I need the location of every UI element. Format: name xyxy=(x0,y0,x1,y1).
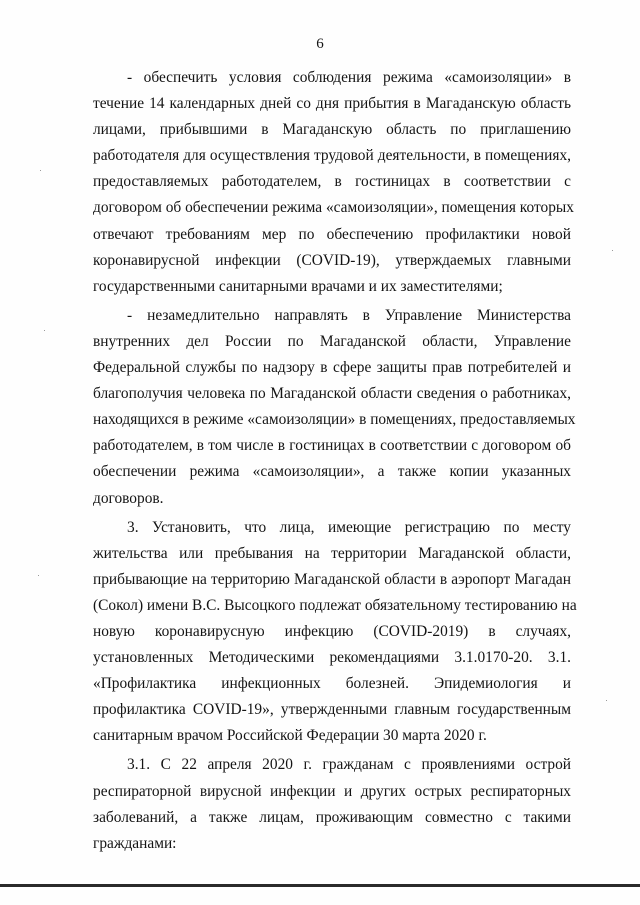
text-line: 3.1. С 22 апреля 2020 г. гражданам с проявлениями острой xyxy=(127,756,571,774)
text-line: новую коронавирусную инфекцию (COVID-2019) в случаях, xyxy=(93,622,571,640)
text-line: - незамедлительно направлять в Управление Министерства xyxy=(127,306,571,324)
document-body xyxy=(93,65,577,860)
paragraph xyxy=(93,515,577,750)
text-line: лицами, прибывшими в Магаданскую область по приглашению xyxy=(93,121,571,139)
text-line: прибывающие на территорию Магаданской области в аэропорт Магадан xyxy=(93,570,571,588)
text-line: заболеваний, а также лицам, проживающим совместно с такими xyxy=(93,808,571,826)
page-number: 6 xyxy=(316,36,324,52)
text-line: работодателем, в том числе в гостиницах в соответствии с договором об xyxy=(93,437,571,455)
text-line: профилактика COVID-19», утвержденными главным государственным xyxy=(93,701,571,719)
paragraph xyxy=(93,752,571,856)
text-line: жительства или пребывания на территории Магаданской области, xyxy=(93,544,571,562)
text-line: внутренних дел России по Магаданской области, Управление xyxy=(93,332,571,350)
text-line: работодателя для осуществления трудовой деятельности, в помещениях, xyxy=(93,147,571,165)
text-line: государственными санитарными врачами и их заместителями; xyxy=(93,277,503,295)
text-line: «Профилактика инфекционных болезней. Эпидемиология и xyxy=(93,675,571,693)
paragraph xyxy=(93,65,574,300)
page-bottom-edge xyxy=(0,884,640,887)
text-line: санитарным врачом Российской Федерации 30 марта 2020 г. xyxy=(93,727,487,745)
paragraph xyxy=(93,303,576,512)
text-line: обеспечении режима «самоизоляции», а также копии указанных xyxy=(93,463,571,481)
scan-speck xyxy=(40,170,41,171)
text-line: течение 14 календарных дней со дня прибытия в Магаданскую область xyxy=(93,95,571,113)
text-line: - обеспечить условия соблюдения режима «самоизоляции» в xyxy=(127,69,571,86)
scan-speck xyxy=(44,330,45,331)
text-line: благополучия человека по Магаданской области сведения о работниках, xyxy=(93,385,571,403)
text-line: респираторной вирусной инфекции и других острых респираторных xyxy=(93,782,571,800)
scan-speck xyxy=(612,250,613,251)
scan-speck xyxy=(38,575,39,576)
text-line: договором об обеспечении режима «самоизоляции», помещения которых xyxy=(93,199,574,217)
text-line: гражданами: xyxy=(93,834,177,852)
scan-speck xyxy=(606,700,607,701)
text-line: отвечают требованиям мер по обеспечению профилактики новой xyxy=(93,225,571,243)
text-line: (Сокол) имени В.С. Высоцкого подлежат обязательному тестированию на xyxy=(93,596,577,614)
text-line: коронавирусной инфекции (COVID-19), утверждаемых главными xyxy=(93,251,571,269)
text-line: Федеральной службы по надзору в сфере защиты прав потребителей и xyxy=(93,359,571,377)
text-line: установленных Методическими рекомендациями 3.1.0170-20. 3.1. xyxy=(93,649,571,667)
text-line: 3. Установить, что лица, имеющие регистрацию по месту xyxy=(127,518,571,536)
text-line: предоставляемых работодателем, в гостиницах в соответствии с xyxy=(93,173,571,191)
text-line: договоров. xyxy=(93,489,164,507)
text-line: находящихся в режиме «самоизоляции» в помещениях, предоставляемых xyxy=(93,411,576,429)
